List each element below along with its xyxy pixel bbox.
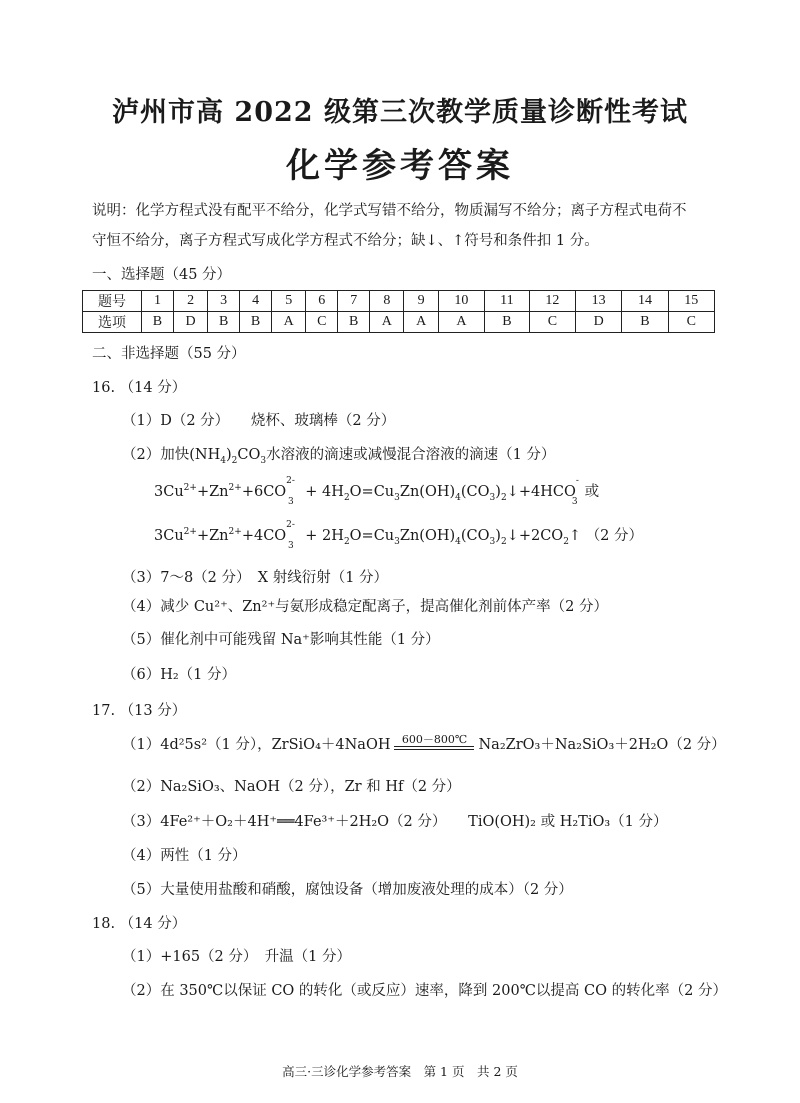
- q16-equation-2: $3Cu^{2+}+Zn^{2+}+4CO^{2-}_3$ + $2H_2O=Cu_3Zn(OH)_4(CO_3)_2↓+2CO_2↑$ （2 分）: [154, 520, 644, 551]
- q16-part-4: （4）减少 Cu²⁺、Zn²⁺与氨形成稳定配离子，提高催化剂前体产率（2 分）: [122, 599, 608, 615]
- answer-option-cell: D: [173, 312, 207, 333]
- question-number-cell: 1: [142, 291, 174, 312]
- q16-equation-2-tail: （2 分）: [585, 528, 644, 544]
- answer-option-cell: D: [576, 312, 622, 333]
- question-number-label: 题号: [83, 291, 142, 312]
- q16-part-2-text-b: ): [225, 447, 232, 463]
- q16-equation-1: $3Cu^{2+}+Zn^{2+}+6CO^{2-}_3$ + $4H_2O=Cu_3Zn(OH)_4(CO_3)_2↓+4HCO^-_3$或: [154, 476, 600, 507]
- q17-part-3: （3）4Fe²⁺＋O₂＋4H⁺══4Fe³⁺＋2H₂O（2 分） TiO(OH)₂ 或 H₂TiO₃（1 分）: [122, 814, 668, 830]
- question-number-cell: 12: [529, 291, 575, 312]
- answer-option-cell: A: [404, 312, 438, 333]
- q17-part-1-text-b: Na₂ZrO₃＋Na₂SiO₃＋2H₂O（2 分）: [478, 737, 726, 753]
- answer-option-row: [83, 312, 715, 333]
- question-number-cell: 7: [338, 291, 370, 312]
- q16-equation-1-tail: 或: [584, 484, 600, 500]
- answer-option-cell: B: [240, 312, 272, 333]
- question-number-cell: 15: [668, 291, 714, 312]
- q16-part-5: （5）催化剂中可能残留 Na⁺影响其性能（1 分）: [122, 632, 440, 648]
- q16-part-2: （2）加快$(NH_4)_2CO_3$水溶液的滴速或减慢混合溶液的滴速（1 分）: [122, 447, 556, 466]
- answer-option-cell: C: [529, 312, 575, 333]
- q18-heading: 18. （14 分）: [92, 916, 187, 932]
- grading-note-line-2: 守恒不给分，离子方程式写成化学方程式不给分；缺↓、↑符号和条件扣 1 分。: [92, 233, 599, 249]
- reaction-condition: [394, 734, 474, 754]
- grading-note-line-1: 说明：化学方程式没有配平不给分，化学式写错不给分，物质漏写不给分；离子方程式电荷不: [92, 203, 687, 219]
- answer-option-label: 选项: [83, 312, 142, 333]
- page-footer: 高三·三诊化学参考答案 第 1 页 共 2 页: [282, 1064, 518, 1079]
- q17-heading: 17. （13 分）: [92, 703, 187, 719]
- question-number-cell: 11: [485, 291, 530, 312]
- answer-option-cell: C: [668, 312, 714, 333]
- question-number-cell: 4: [240, 291, 272, 312]
- question-number-cell: 5: [272, 291, 306, 312]
- answer-option-cell: A: [370, 312, 404, 333]
- q17-part-2: （2）Na₂SiO₃、NaOH（2 分），Zr 和 Hf（2 分）: [122, 779, 461, 795]
- answer-option-cell: A: [438, 312, 484, 333]
- answer-option-cell: C: [306, 312, 338, 333]
- reaction-condition-text: 600－800℃: [401, 733, 468, 746]
- q16-part-2-text-a: （2）加快(NH: [122, 447, 221, 463]
- answer-option-cell: B: [338, 312, 370, 333]
- question-number-row: [83, 291, 715, 312]
- question-number-cell: 13: [576, 291, 622, 312]
- q16-heading: 16. （14 分）: [92, 380, 187, 396]
- section-multiple-choice-heading: 一、选择题（45 分）: [92, 267, 232, 283]
- q16-part-2-text-c: CO: [237, 447, 261, 463]
- exam-title: 泸州市高 2022 级第三次教学质量诊断性考试: [112, 97, 688, 128]
- q18-part-1: （1）+165（2 分） 升温（1 分）: [122, 949, 351, 965]
- section-non-choice-heading: 二、非选择题（55 分）: [92, 346, 246, 362]
- page-title: 化学参考答案: [286, 146, 514, 186]
- answer-option-cell: A: [272, 312, 306, 333]
- q17-part-4: （4）两性（1 分）: [122, 848, 247, 864]
- answer-table: [82, 290, 715, 333]
- question-number-cell: 3: [208, 291, 240, 312]
- q17-part-1: [122, 733, 726, 754]
- q16-part-2-text-d: 水溶液的滴速或减慢混合溶液的滴速（1 分）: [266, 447, 556, 463]
- equals-sign: [394, 746, 474, 750]
- question-number-cell: 8: [370, 291, 404, 312]
- q17-part-5: （5）大量使用盐酸和硝酸，腐蚀设备（增加废液处理的成本）（2 分）: [122, 882, 573, 898]
- q17-part-1-text-a: （1）4d²5s²（1 分），ZrSiO₄＋4NaOH: [122, 737, 391, 753]
- answer-option-cell: B: [208, 312, 240, 333]
- question-number-cell: 10: [438, 291, 484, 312]
- q16-part-3: （3）7～8（2 分） X 射线衍射（1 分）: [122, 570, 389, 586]
- question-number-cell: 9: [404, 291, 438, 312]
- q16-part-6: （6）H₂（1 分）: [122, 667, 237, 683]
- question-number-cell: 2: [173, 291, 207, 312]
- q18-part-2: （2）在 350℃以保证 CO 的转化（或反应）速率，降到 200℃以提高 CO 的转化率（2 分）: [122, 983, 727, 999]
- answer-option-cell: B: [142, 312, 174, 333]
- q16-part-1: （1）D（2 分） 烧杯、玻璃棒（2 分）: [122, 413, 396, 429]
- answer-option-cell: B: [485, 312, 530, 333]
- question-number-cell: 6: [306, 291, 338, 312]
- answer-option-cell: B: [622, 312, 668, 333]
- question-number-cell: 14: [622, 291, 668, 312]
